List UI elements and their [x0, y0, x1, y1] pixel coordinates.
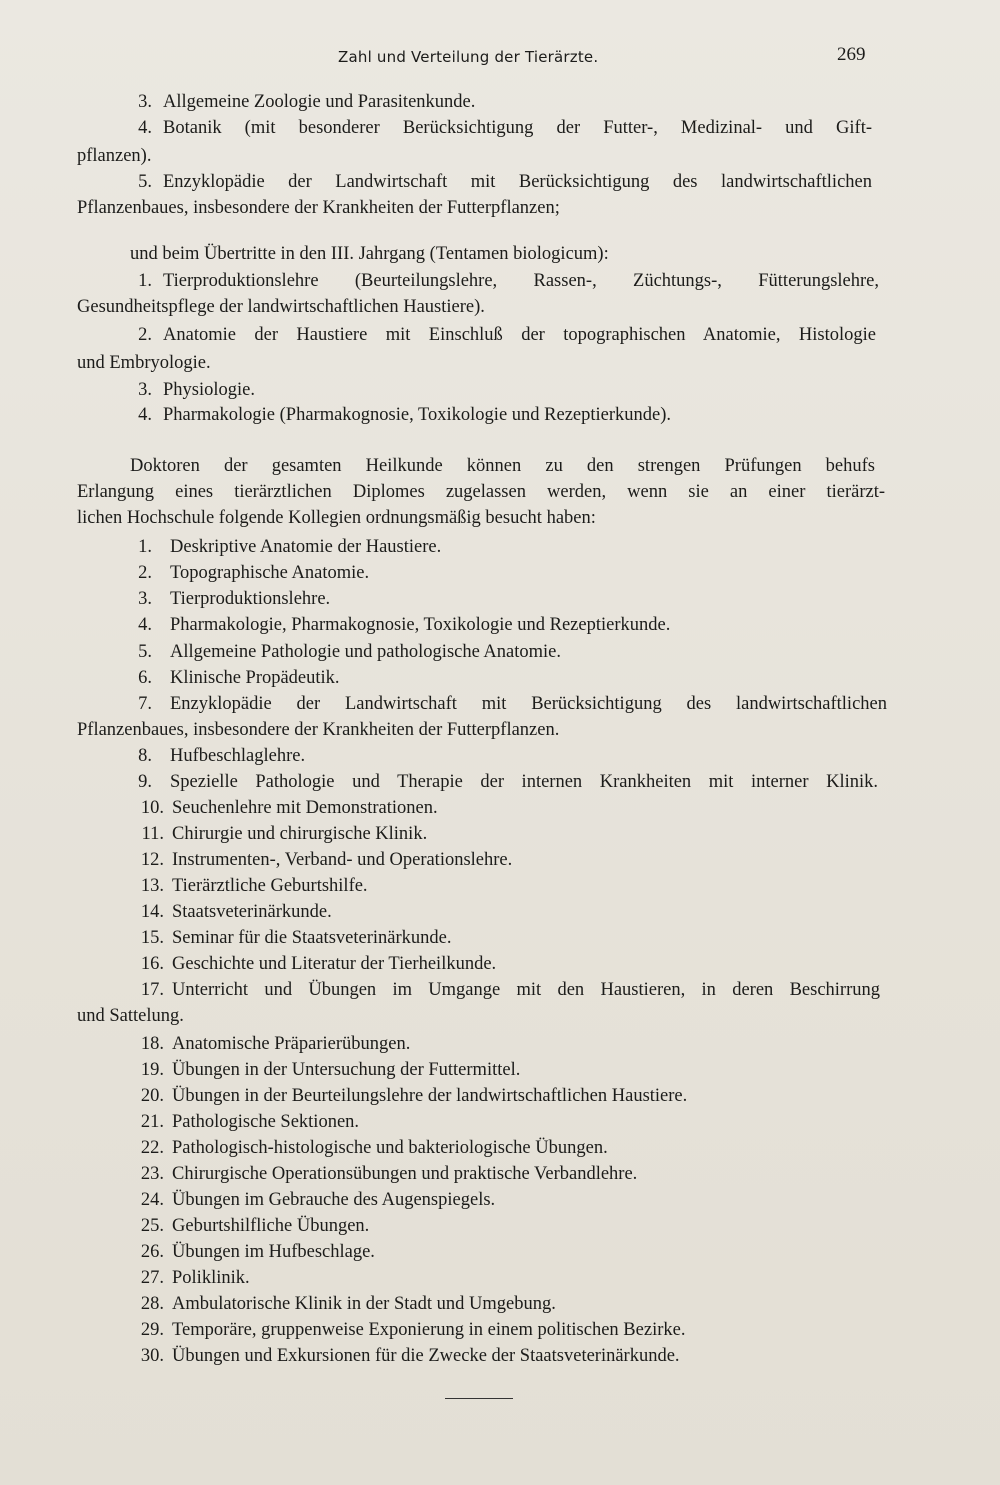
page-header [0, 42, 1000, 72]
list-item-number: 16. [140, 954, 164, 974]
list-item-number: 5. [138, 642, 152, 662]
list-item-number: 6. [138, 668, 152, 688]
list-item-text: Chirurgische Operationsübungen und praktische Verbandlehre. [172, 1164, 638, 1184]
list-item-number: 1. [138, 271, 152, 291]
list-item-text: Tierärztliche Geburtshilfe. [172, 876, 368, 896]
list-item-number: 5. [138, 172, 152, 192]
list-item-number: 11. [141, 824, 164, 844]
list-item-number: 26. [140, 1242, 164, 1262]
list-item-number: 10. [140, 798, 164, 818]
list-item-number: 30. [140, 1346, 164, 1366]
list-item-text: Topographische Anatomie. [170, 563, 370, 583]
list-item-text: Geschichte und Literatur der Tierheilkunde. [172, 954, 497, 974]
list-item-text: Pharmakologie (Pharmakognosie, Toxikologie und Rezeptierkunde). [163, 405, 672, 425]
list-item-text: Poliklinik. [172, 1268, 250, 1288]
list-item-text: Unterricht und Übungen im Umgange mit den Haustieren, in deren Beschirrung [172, 980, 880, 1000]
list-item-number: 14. [140, 902, 164, 922]
paragraph-line: Erlangung eines tierärztlichen Diplomes zugelassen werden, wenn sie an einer tierärzt- [77, 482, 885, 502]
paragraph-line: lichen Hochschule folgende Kollegien ordnungsmäßig besucht haben: [77, 508, 596, 528]
list-item-continuation: und Sattelung. [77, 1006, 184, 1026]
list-item-text: Übungen in der Beurteilungslehre der landwirtschaftlichen Haustiere. [172, 1086, 688, 1106]
list-item-text: Ambulatorische Klinik in der Stadt und Umgebung. [172, 1294, 556, 1314]
list-item-continuation: Gesundheitspflege der landwirtschaftlichen Haustiere). [77, 297, 485, 317]
list-item-text: Physiologie. [163, 380, 255, 400]
list-item-number: 3. [138, 589, 152, 609]
list-item-text: Deskriptive Anatomie der Haustiere. [170, 537, 442, 557]
list-intro: und beim Übertritte in den III. Jahrgang (Tentamen biologicum): [130, 244, 609, 264]
list-item-number: 23. [140, 1164, 164, 1184]
list-item-text: Instrumenten-, Verband- und Operationslehre. [172, 850, 513, 870]
list-item-number: 4. [138, 118, 152, 138]
list-item-number: 13. [140, 876, 164, 896]
list-item-number: 29. [140, 1320, 164, 1340]
list-item-number: 1. [138, 537, 152, 557]
list-item-number: 15. [140, 928, 164, 948]
paragraph-line: Doktoren der gesamten Heilkunde können zu den strengen Prüfungen behufs [130, 456, 875, 476]
list-item-continuation: pflanzen). [77, 146, 152, 166]
page-number: 269 [837, 44, 866, 65]
list-item-number: 28. [140, 1294, 164, 1314]
list-item-text: Hufbeschlaglehre. [170, 746, 306, 766]
list-item-number: 3. [138, 92, 152, 112]
list-item-text: Anatomische Präparierübungen. [172, 1034, 411, 1054]
running-title: Zahl und Verteilung der Tierärzte. [338, 48, 599, 66]
list-item-text: Allgemeine Zoologie und Parasitenkunde. [163, 92, 476, 112]
list-item-number: 21. [140, 1112, 164, 1132]
list-item-number: 12. [140, 850, 164, 870]
list-item-text: Geburtshilfliche Übungen. [172, 1216, 370, 1236]
list-item-number: 2. [138, 563, 152, 583]
list-item-text: Übungen im Gebrauche des Augenspiegels. [172, 1190, 496, 1210]
list-item-text: Klinische Propädeutik. [170, 668, 340, 688]
list-item-text: Enzyklopädie der Landwirtschaft mit Berücksichtigung des landwirtschaftlichen [170, 694, 887, 714]
list-item-number: 19. [140, 1060, 164, 1080]
list-item-number: 4. [138, 405, 152, 425]
list-item-number: 18. [140, 1034, 164, 1054]
list-item-number: 3. [138, 380, 152, 400]
list-item-number: 8. [138, 746, 152, 766]
list-item-text: Pathologische Sektionen. [172, 1112, 360, 1132]
list-item-number: 20. [140, 1086, 164, 1106]
list-item-text: Tierproduktionslehre (Beurteilungslehre, Rassen-, Züchtungs-, Fütterungslehre, [163, 271, 879, 291]
closing-rule [445, 1398, 513, 1399]
list-item-number: 27. [140, 1268, 164, 1288]
list-item-text: Chirurgie und chirurgische Klinik. [172, 824, 428, 844]
list-item-continuation: und Embryologie. [77, 353, 211, 373]
list-item-text: Spezielle Pathologie und Therapie der internen Krankheiten mit interner Klinik. [170, 772, 878, 792]
list-item-number: 17. [140, 980, 164, 1000]
list-item-number: 4. [138, 615, 152, 635]
list-item-number: 24. [140, 1190, 164, 1210]
list-item-text: Pathologisch-histologische und bakteriologische Übungen. [172, 1138, 608, 1158]
list-item-number: 9. [138, 772, 152, 792]
list-item-number: 25. [140, 1216, 164, 1236]
list-item-text: Seuchenlehre mit Demonstrationen. [172, 798, 438, 818]
list-item-text: Anatomie der Haustiere mit Einschluß der topographischen Anatomie, Histologie [163, 325, 876, 345]
list-item-continuation: Pflanzenbaues, insbesondere der Krankheiten der Futterpflanzen. [77, 720, 560, 740]
list-item-text: Übungen im Hufbeschlage. [172, 1242, 375, 1262]
list-item-text: Seminar für die Staatsveterinärkunde. [172, 928, 452, 948]
list-item-text: Botanik (mit besonderer Berücksichtigung der Futter-, Medizinal- und Gift- [163, 118, 872, 138]
list-item-text: Tierproduktionslehre. [170, 589, 331, 609]
list-item-text: Staatsveterinärkunde. [172, 902, 332, 922]
list-item-number: 2. [138, 325, 152, 345]
list-item-number: 7. [138, 694, 152, 714]
list-item-text: Allgemeine Pathologie und pathologische Anatomie. [170, 642, 561, 662]
list-item-text: Übungen und Exkursionen für die Zwecke der Staatsveterinärkunde. [172, 1346, 680, 1366]
list-item-text: Enzyklopädie der Landwirtschaft mit Berücksichtigung des landwirtschaftlichen [163, 172, 872, 192]
list-item-continuation: Pflanzenbaues, insbesondere der Krankheiten der Futterpflanzen; [77, 198, 560, 218]
list-item-number: 22. [140, 1138, 164, 1158]
list-item-text: Pharmakologie, Pharmakognosie, Toxikologie und Rezeptierkunde. [170, 615, 671, 635]
list-item-text: Übungen in der Untersuchung der Futtermittel. [172, 1060, 521, 1080]
list-item-text: Temporäre, gruppenweise Exponierung in einem politischen Bezirke. [172, 1320, 686, 1340]
